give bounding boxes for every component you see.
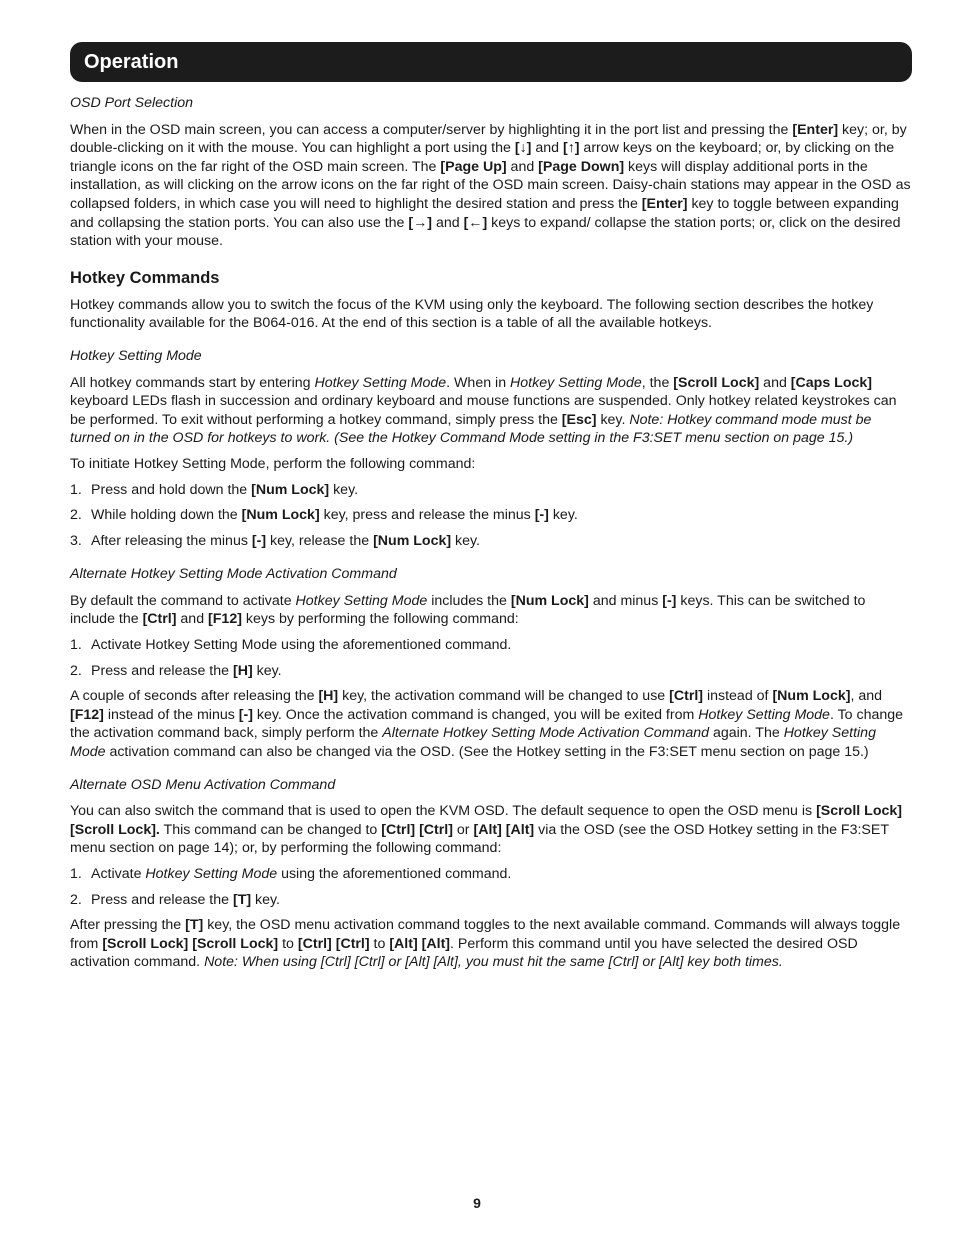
list-item-number: 1. <box>70 637 82 654</box>
key-name: [Scroll Lock]. <box>70 821 160 838</box>
text-run: using the aforementioned command. <box>277 866 512 882</box>
key-name: [Num Lock] <box>373 532 452 549</box>
alt-osd-subheading: Alternate OSD Menu Activation Command <box>70 776 336 793</box>
text-run: A couple of seconds after releasing the <box>70 688 319 705</box>
key-name: [Scroll Lock] <box>102 935 189 952</box>
section-header-bar <box>70 42 912 82</box>
key-name: [Ctrl] <box>381 821 416 838</box>
key-name: [Ctrl] <box>335 935 370 952</box>
key-name: [-] <box>534 507 549 524</box>
emphasis-text: Hotkey Setting Mode <box>314 374 447 391</box>
text-run: key. <box>451 532 481 549</box>
emphasis-text: Hotkey Setting Mode <box>510 374 642 391</box>
key-name: [Esc] <box>561 411 597 428</box>
text-run: Activate <box>91 866 146 882</box>
text-run: key. <box>251 891 281 908</box>
text-run: again. The <box>709 725 784 742</box>
list-item <box>70 506 912 525</box>
list-item-number: 2. <box>70 507 82 524</box>
key-name: [T] <box>185 917 204 934</box>
text-run: After pressing the <box>70 917 186 934</box>
text-run: key, press and release the minus <box>319 507 535 524</box>
alt-osd-paragraph-1 <box>70 802 912 858</box>
text-run: key. <box>329 481 359 498</box>
key-name: [↓] <box>514 140 532 157</box>
key-name: [Alt] <box>505 821 535 838</box>
hotkey-setting-mode-subheading: Hotkey Setting Mode <box>70 347 202 364</box>
text-run: Press and release the <box>91 891 233 908</box>
text-run: and minus <box>588 592 663 609</box>
text-run: to <box>278 935 298 952</box>
key-name: [F12] <box>208 611 242 628</box>
text-run: This command can be changed to <box>159 821 382 838</box>
emphasis-text: Hotkey Setting Mode <box>698 706 830 723</box>
text-run: . When in <box>446 374 511 391</box>
hotkey-commands-heading: Hotkey Commands <box>70 268 220 287</box>
text-run: key. Once the activation command is changed, you will be exited from <box>252 706 699 723</box>
key-name: [Alt] <box>473 821 502 838</box>
list-item-number: 2. <box>70 662 82 679</box>
text-run: After releasing the minus <box>91 532 252 549</box>
text-run: While holding down the <box>91 507 242 524</box>
text-run: key; or, by double-clicking on it with the mouse. You can highlight a port using the <box>70 121 907 157</box>
emphasis-text: Note: When using [Ctrl] [Ctrl] or [Alt] [Alt], you must hit the same [Ctrl] or [Alt] key both times. <box>204 954 783 971</box>
key-name: [Caps Lock] <box>790 374 872 391</box>
list-item <box>70 865 912 884</box>
text-run: keys by performing the following command: <box>241 611 519 628</box>
list-item <box>70 636 912 655</box>
key-name: [Num Lock] <box>772 688 851 705</box>
emphasis-text: Hotkey Setting Mode <box>70 725 876 761</box>
text-run: keys to expand/ collapse the station ports; or, click on the desired station with your mouse. <box>70 214 901 250</box>
key-name: [Ctrl] <box>297 935 332 952</box>
key-name: [Num Lock] <box>251 481 330 498</box>
list-item <box>70 891 912 910</box>
list-item-number: 1. <box>70 481 82 498</box>
text-run: and <box>432 214 464 231</box>
text-run: You can also switch the command that is used to open the KVM OSD. The default sequence to open the OSD menu is <box>70 803 817 820</box>
key-name: [Enter] <box>641 195 688 212</box>
key-name: [↑] <box>562 140 580 157</box>
text-run: All hotkey commands start by entering <box>70 374 315 391</box>
key-name: [Ctrl] <box>419 821 453 838</box>
text-run: includes the <box>427 592 511 609</box>
text-run: When in the OSD main screen, you can access a computer/server by highlighting it in the port list and pressing the <box>70 121 793 138</box>
key-name: [Enter] <box>792 121 839 138</box>
emphasis-text: Note: Hotkey command mode must be turned on in the OSD for hotkeys to work. (See the Hotkey Command Mode setting in the F3:SET menu section on page 15.) <box>70 411 872 447</box>
key-name: [H] <box>318 688 339 705</box>
text-run: key, the OSD menu activation command toggles to the next available command. Commands will always toggle from <box>70 917 901 952</box>
key-name: [H] <box>232 662 253 679</box>
text-run: keys. This can be switched to include the <box>70 592 866 628</box>
emphasis-text: Alternate Hotkey Setting Mode Activation Command <box>382 725 710 742</box>
alt-hotkey-paragraph-1 <box>70 592 912 629</box>
list-item-number: 2. <box>70 891 82 908</box>
key-name: [F12] <box>70 706 104 723</box>
text-run: via the OSD (see the OSD Hotkey setting in the F3:SET menu section on page 14); or, by performing the following command: <box>70 821 889 857</box>
text-run: or <box>452 821 474 838</box>
alt-osd-steps <box>70 865 912 909</box>
list-item <box>70 662 912 681</box>
text-run: keys will display additional ports in the installation, as will clicking on the arrow icons on the far right of the OSD main screen. Daisy-chain stations may appear in the OSD as collapsed folders, in which case you will need to highlight the desired station and press the <box>70 158 911 212</box>
hotkey-initiate-text: To initiate Hotkey Setting Mode, perform the following command: <box>70 455 476 472</box>
text-run: instead of the minus <box>103 706 239 723</box>
key-name: [Num Lock] <box>241 507 320 524</box>
text-run: and <box>176 611 209 628</box>
text-run: key. <box>596 411 630 428</box>
hotkey-commands-intro: Hotkey commands allow you to switch the focus of the KVM using only the keyboard. The following section describes the hotkey functionality available for the B064-016. At the end of this section is a table of all the available hotkeys. <box>70 296 874 332</box>
alt-hotkey-subheading: Alternate Hotkey Setting Mode Activation Command <box>70 566 397 583</box>
key-name: [Num Lock] <box>510 592 589 609</box>
alt-osd-paragraph-2 <box>70 916 912 972</box>
text-run: and <box>759 374 791 391</box>
text-run: arrow keys on the keyboard; or, by clicking on the triangle icons on the far right of the OSD main screen. The <box>70 140 895 175</box>
hotkey-setting-mode-paragraph <box>70 374 912 448</box>
text-run: instead of <box>703 688 773 705</box>
osd-port-selection-subheading: OSD Port Selection <box>70 95 194 111</box>
text-run: Activate Hotkey Setting Mode using the aforementioned command. <box>91 637 512 654</box>
section-title: Operation <box>84 51 179 73</box>
alt-hotkey-paragraph-2 <box>70 687 912 761</box>
list-item <box>70 532 912 551</box>
page-number: 9 <box>473 1195 481 1211</box>
key-name: [T] <box>232 891 252 908</box>
hotkey-setting-steps <box>70 481 912 551</box>
list-item-number: 1. <box>70 866 82 882</box>
key-name: [→] <box>408 214 433 231</box>
text-run: , and <box>850 688 883 705</box>
text-run: Press and release the <box>91 662 233 679</box>
key-name: [Page Down] <box>538 158 625 175</box>
text-run: key to toggle between expanding and collapsing the station ports. You can also use the <box>70 195 899 231</box>
key-name: [Ctrl] <box>142 611 177 628</box>
text-run: Press and hold down the <box>91 481 252 498</box>
key-name: [Ctrl] <box>669 688 704 705</box>
key-name: [-] <box>238 706 253 723</box>
key-name: [Scroll Lock] <box>816 803 903 820</box>
text-run: , the <box>641 374 674 391</box>
text-run: activation command can also be changed via the OSD. (See the Hotkey setting in the F3:SET menu section on page 15.) <box>105 744 869 761</box>
key-name: [Scroll Lock] <box>673 374 760 391</box>
text-run: keyboard LEDs flash in succession and ordinary keyboard and mouse functions are suspended. Only hotkey related keystrokes can be performed. To exit without performing a hotkey command, simply press the <box>70 393 897 428</box>
key-name: [-] <box>251 532 267 549</box>
text-run: to <box>369 935 390 952</box>
key-name: [Alt] <box>421 935 451 952</box>
page-content <box>70 94 912 972</box>
emphasis-text: Hotkey Setting Mode <box>145 866 278 882</box>
text-run: key, release the <box>266 532 374 549</box>
text-run: and <box>531 140 563 157</box>
list-item-number: 3. <box>70 532 82 549</box>
text-run: . To change the activation command back, simply perform the <box>70 706 904 742</box>
key-name: [-] <box>662 592 677 609</box>
osd-port-selection-paragraph <box>70 121 912 251</box>
emphasis-text: Hotkey Setting Mode <box>295 592 428 609</box>
text-run: and <box>506 158 539 175</box>
text-run: key. <box>548 507 578 524</box>
text-run: . Perform this command until you have selected the desired OSD activation command. <box>70 935 858 971</box>
text-run: By default the command to activate <box>70 592 296 609</box>
key-name: [Alt] <box>389 935 418 952</box>
text-run: key, the activation command will be changed to use <box>338 688 670 705</box>
key-name: [Page Up] <box>440 158 507 175</box>
key-name: [←] <box>463 214 488 231</box>
key-name: [Scroll Lock] <box>192 935 279 952</box>
alt-hotkey-steps <box>70 636 912 680</box>
text-run: key. <box>252 662 282 679</box>
list-item <box>70 481 912 500</box>
